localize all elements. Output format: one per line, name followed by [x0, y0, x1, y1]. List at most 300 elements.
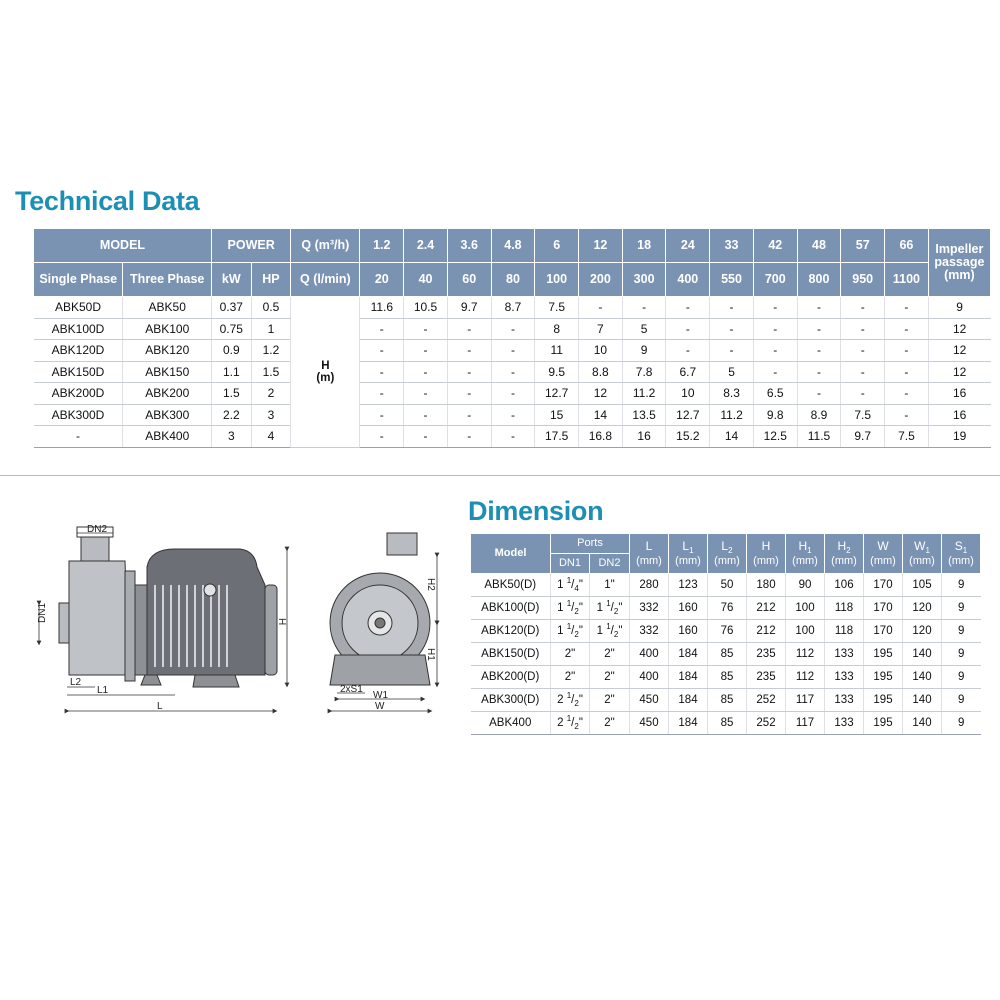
q-lmin-value: 40 — [404, 263, 448, 297]
dim-value: 235 — [747, 643, 786, 666]
head-value: - — [753, 297, 797, 319]
dim-value: 133 — [825, 643, 864, 666]
dim-col-unit: (mm) — [636, 554, 662, 567]
head-value: 6.5 — [753, 383, 797, 405]
head-value: - — [447, 426, 491, 448]
power-hp: 1.2 — [251, 340, 291, 362]
power-hp: 1 — [251, 318, 291, 340]
dim-value: 9 — [942, 689, 981, 712]
head-value: - — [447, 318, 491, 340]
head-value: - — [885, 383, 929, 405]
dim-value: 76 — [708, 597, 747, 620]
dim-col-unit: (mm) — [870, 554, 896, 567]
head-value: 10.5 — [404, 297, 448, 319]
power-kw: 2.2 — [211, 404, 251, 426]
head-value: - — [404, 383, 448, 405]
dim-value: 123 — [669, 574, 708, 597]
head-value: - — [753, 340, 797, 362]
head-value: 8.3 — [710, 383, 754, 405]
dim-value: 170 — [864, 574, 903, 597]
dim-col-header — [786, 534, 825, 574]
dim-value: 212 — [747, 597, 786, 620]
dim-model: ABK100(D) — [471, 597, 551, 620]
dim-model: ABK400 — [471, 712, 551, 735]
head-value: - — [404, 404, 448, 426]
dim-value: 85 — [708, 666, 747, 689]
head-value: 11.2 — [710, 404, 754, 426]
dim-value: 9 — [942, 643, 981, 666]
port-size-whole: 2" — [604, 717, 615, 729]
table-row — [34, 361, 991, 383]
head-value: 11 — [535, 340, 579, 362]
w1-label: W1 — [373, 690, 388, 701]
head-value: 13.5 — [622, 404, 666, 426]
dim-value: 133 — [825, 712, 864, 735]
dim-col-unit: (mm) — [675, 554, 701, 567]
dim-value: 9 — [942, 712, 981, 735]
head-value: - — [491, 340, 535, 362]
port-size-numerator: 1 — [606, 622, 611, 632]
s1-label: 2xS1 — [340, 684, 363, 695]
port-size-numerator: 1 — [606, 599, 611, 609]
head-value: 8.8 — [579, 361, 623, 383]
table-row — [471, 620, 981, 643]
port-size-whole: 2 — [557, 694, 564, 707]
power-hp: 1.5 — [251, 361, 291, 383]
table-row — [471, 643, 981, 666]
dim-col-subscript: 1 — [962, 546, 968, 556]
dim-value: 112 — [786, 643, 825, 666]
head-value: 9.7 — [841, 426, 885, 448]
dim-col-header — [630, 534, 669, 574]
dim-value: 9 — [942, 574, 981, 597]
dimension-title: Dimension — [468, 496, 604, 526]
power-kw: 1.5 — [211, 383, 251, 405]
dim-value: 332 — [630, 597, 669, 620]
dim-col-name: L — [645, 538, 653, 553]
power-kw: 0.37 — [211, 297, 251, 319]
dim-value: 252 — [747, 712, 786, 735]
technical-data-title: Technical Data — [15, 186, 200, 216]
technical-data-table — [33, 228, 991, 448]
dim-col-name: L — [721, 538, 729, 553]
q-lmin-value: 200 — [579, 263, 623, 297]
dim-value: 100 — [786, 597, 825, 620]
head-value: - — [360, 318, 404, 340]
head-value: - — [447, 361, 491, 383]
power-hp: 2 — [251, 383, 291, 405]
power-kw: 3 — [211, 426, 251, 448]
head-value: 7 — [579, 318, 623, 340]
impeller-header: Impeller passage (mm) — [928, 229, 990, 297]
dim-value: 140 — [903, 643, 942, 666]
l-label: L — [157, 701, 163, 712]
head-value: - — [491, 383, 535, 405]
three-phase-model: ABK150 — [123, 361, 211, 383]
dim-value: 117 — [786, 689, 825, 712]
dim-value: 280 — [630, 574, 669, 597]
dim-col-unit: (mm) — [792, 554, 818, 567]
head-value: - — [491, 318, 535, 340]
hp-header: HP — [251, 263, 291, 297]
dim-value: 184 — [669, 643, 708, 666]
single-phase-header: Single Phase — [34, 263, 123, 297]
three-phase-header: Three Phase — [123, 263, 211, 297]
dim-value: 140 — [903, 712, 942, 735]
q-lmin-value: 800 — [797, 263, 841, 297]
dn1-size: 1 $^1/_4$" — [551, 574, 590, 597]
head-value: 16.8 — [579, 426, 623, 448]
port-size-whole: 1 — [557, 625, 564, 638]
dim-value: 184 — [669, 666, 708, 689]
port-size-numerator: 1 — [566, 576, 572, 586]
q-m3h-value: 57 — [841, 229, 885, 263]
head-value: 11.5 — [797, 426, 841, 448]
head-value: - — [360, 404, 404, 426]
dim-col-unit: (mm) — [753, 554, 779, 567]
single-phase-model: ABK300D — [34, 404, 123, 426]
head-value: - — [447, 340, 491, 362]
head-value: - — [360, 426, 404, 448]
head-value: 7.5 — [885, 426, 929, 448]
head-value: 9.8 — [753, 404, 797, 426]
q-m3h-value: 1.2 — [360, 229, 404, 263]
q-lmin-value: 20 — [360, 263, 404, 297]
three-phase-model: ABK50 — [123, 297, 211, 319]
head-value: - — [404, 426, 448, 448]
dim-value: 332 — [630, 620, 669, 643]
q-m3h-value: 48 — [797, 229, 841, 263]
dim-value: 400 — [630, 643, 669, 666]
head-value: 14 — [579, 404, 623, 426]
dim-col-name: H — [798, 538, 808, 553]
dn1-size — [551, 666, 590, 689]
q-m3h-value: 33 — [710, 229, 754, 263]
three-phase-model: ABK100 — [123, 318, 211, 340]
dim-value: 235 — [747, 666, 786, 689]
single-phase-model: ABK120D — [34, 340, 123, 362]
head-value: - — [797, 383, 841, 405]
three-phase-model: ABK300 — [123, 404, 211, 426]
head-value: - — [360, 383, 404, 405]
dim-value: 195 — [864, 666, 903, 689]
port-size-whole: 1 — [596, 625, 603, 638]
port-size-numerator: 1 — [566, 622, 572, 632]
section-divider — [0, 475, 1000, 476]
dim-value: 140 — [903, 689, 942, 712]
single-phase-model: ABK200D — [34, 383, 123, 405]
head-value: - — [797, 297, 841, 319]
dim-value: 133 — [825, 666, 864, 689]
dim-model: ABK120(D) — [471, 620, 551, 643]
head-value: - — [622, 297, 666, 319]
dn1-size: 2 $^1/_2$" — [551, 712, 590, 735]
impeller-passage: 16 — [928, 383, 990, 405]
head-value: 12.7 — [666, 404, 710, 426]
dim-col-name: L — [682, 538, 690, 553]
dim-col-name: S — [954, 538, 963, 553]
table-row — [34, 318, 991, 340]
dim-value: 195 — [864, 712, 903, 735]
dim-value: 400 — [630, 666, 669, 689]
dim-col-subscript: 2 — [728, 546, 733, 556]
table-row — [471, 574, 981, 597]
head-value: - — [360, 340, 404, 362]
technical-data-body — [34, 297, 991, 448]
head-value: - — [710, 297, 754, 319]
head-label: H — [321, 359, 330, 372]
dn2-size — [590, 712, 630, 735]
head-value: - — [885, 340, 929, 362]
dim-col-name: W — [877, 538, 889, 553]
head-value: 7.5 — [535, 297, 579, 319]
q-lmin-value: 550 — [710, 263, 754, 297]
q-lmin-value: 1100 — [885, 263, 929, 297]
dim-value: 76 — [708, 620, 747, 643]
dimension-body — [471, 574, 981, 735]
dim-value: 9 — [942, 666, 981, 689]
port-size-whole: 1 — [596, 602, 603, 615]
dn2-size — [590, 643, 630, 666]
dim-value: 120 — [903, 620, 942, 643]
dim-model-header: Model — [471, 534, 551, 574]
head-value: - — [404, 361, 448, 383]
head-value: - — [404, 318, 448, 340]
pump-dimension-drawing — [25, 525, 445, 725]
dn1-size: 1 $^1/_2$" — [551, 620, 590, 643]
port-size-whole: 1 — [557, 579, 564, 592]
port-size-denominator: 2 — [574, 607, 579, 617]
q-m3h-value: 12 — [579, 229, 623, 263]
table-row — [34, 297, 991, 319]
dn2-size — [590, 666, 630, 689]
head-value: 9.7 — [447, 297, 491, 319]
q-m3h-value: 66 — [885, 229, 929, 263]
dn1-label: DN1 — [37, 602, 48, 623]
three-phase-model: ABK200 — [123, 383, 211, 405]
dim-value: 9 — [942, 597, 981, 620]
dim-col-name: H — [837, 538, 847, 553]
dim-value: 212 — [747, 620, 786, 643]
q-lmin-value: 300 — [622, 263, 666, 297]
q-lmin-value: 700 — [753, 263, 797, 297]
dim-col-header — [903, 534, 942, 574]
head-value: - — [797, 340, 841, 362]
dim-value: 160 — [669, 620, 708, 643]
dim-value: 118 — [825, 620, 864, 643]
dim-col-header — [942, 534, 981, 574]
dn1-size — [551, 643, 590, 666]
pump-side-view — [59, 527, 277, 687]
power-hp: 3 — [251, 404, 291, 426]
head-value: 15 — [535, 404, 579, 426]
head-value: - — [666, 297, 710, 319]
kw-header: kW — [211, 263, 251, 297]
dim-value: 180 — [747, 574, 786, 597]
dim-value: 106 — [825, 574, 864, 597]
tech-header-row-1 — [34, 229, 991, 263]
head-value: - — [841, 340, 885, 362]
impeller-passage: 19 — [928, 426, 990, 448]
w-label: W — [375, 701, 385, 712]
table-row — [471, 689, 981, 712]
dim-value: 50 — [708, 574, 747, 597]
head-value: - — [885, 361, 929, 383]
head-value: 7.8 — [622, 361, 666, 383]
head-value: - — [841, 318, 885, 340]
dim-value: 450 — [630, 689, 669, 712]
dim-col-subscript: 2 — [846, 546, 851, 556]
table-row — [34, 383, 991, 405]
port-size-whole: 2" — [604, 694, 615, 706]
head-value: - — [841, 383, 885, 405]
head-value: 10 — [666, 383, 710, 405]
head-unit: (m) — [316, 371, 335, 384]
dim-value: 195 — [864, 643, 903, 666]
head-value: - — [753, 318, 797, 340]
q-m3h-value: 4.8 — [491, 229, 535, 263]
model-header: MODEL — [34, 229, 212, 263]
dim-col-unit: (mm) — [831, 554, 857, 567]
single-phase-model: ABK100D — [34, 318, 123, 340]
single-phase-model: - — [34, 426, 123, 448]
head-value: - — [666, 318, 710, 340]
three-phase-model: ABK120 — [123, 340, 211, 362]
power-header: POWER — [211, 229, 290, 263]
head-value: 17.5 — [535, 426, 579, 448]
port-size-denominator: 4 — [574, 584, 579, 594]
q-lmin-value: 400 — [666, 263, 710, 297]
impeller-passage: 9 — [928, 297, 990, 319]
q-lmin-value: 950 — [841, 263, 885, 297]
port-size-numerator: 1 — [566, 714, 572, 724]
port-size-whole: 2" — [564, 648, 576, 660]
dim-value: 112 — [786, 666, 825, 689]
head-value: 12.5 — [753, 426, 797, 448]
port-size-whole: 2" — [604, 648, 615, 660]
port-size-denominator: 2 — [613, 630, 619, 640]
head-value: - — [447, 404, 491, 426]
port-size-denominator: 2 — [574, 722, 579, 732]
table-row — [34, 340, 991, 362]
h-label: H — [276, 618, 287, 626]
table-row — [471, 712, 981, 735]
head-value: - — [404, 340, 448, 362]
head-value: - — [885, 318, 929, 340]
dim-col-unit: (mm) — [948, 554, 974, 567]
dim-col-header — [825, 534, 864, 574]
head-value: 16 — [622, 426, 666, 448]
head-value: - — [797, 318, 841, 340]
head-value: - — [841, 297, 885, 319]
head-value: 5 — [622, 318, 666, 340]
dim-col-header — [747, 534, 786, 574]
q-m3h-value: 24 — [666, 229, 710, 263]
dim-value: 160 — [669, 597, 708, 620]
port-size-whole: 2" — [564, 671, 576, 683]
q-m3h-value: 42 — [753, 229, 797, 263]
head-value: 9 — [622, 340, 666, 362]
dim-value: 85 — [708, 643, 747, 666]
impeller-passage: 12 — [928, 318, 990, 340]
head-value: 11.2 — [622, 383, 666, 405]
h2-label: H2 — [425, 578, 436, 591]
port-size-whole: 1" — [604, 579, 615, 591]
head-value: - — [710, 318, 754, 340]
single-phase-model: ABK50D — [34, 297, 123, 319]
table-row — [34, 404, 991, 426]
dim-value: 85 — [708, 712, 747, 735]
q-m3h-value: 3.6 — [447, 229, 491, 263]
dn1-size: 1 $^1/_2$" — [551, 597, 590, 620]
head-value: - — [491, 426, 535, 448]
dim-value: 252 — [747, 689, 786, 712]
port-size-whole: 2" — [604, 671, 615, 683]
power-kw: 0.75 — [211, 318, 251, 340]
head-value: 5 — [710, 361, 754, 383]
pump-front-view — [330, 533, 430, 685]
dim-col-name: W — [914, 538, 926, 553]
dn2-size: 1 $^1/_2$" — [590, 597, 630, 620]
dim-value: 118 — [825, 597, 864, 620]
dimension-table — [470, 533, 981, 735]
dim-col-header — [708, 534, 747, 574]
q-m3h-value: 6 — [535, 229, 579, 263]
head-value: - — [710, 340, 754, 362]
head-value: 12 — [579, 383, 623, 405]
head-value: - — [841, 361, 885, 383]
q-m3h-header: Q (m³/h) — [291, 229, 360, 263]
q-lmin-value: 100 — [535, 263, 579, 297]
table-row — [34, 426, 991, 448]
impeller-passage: 16 — [928, 404, 990, 426]
head-value: 7.5 — [841, 404, 885, 426]
l1-label: L1 — [97, 685, 109, 696]
dim-col-unit: (mm) — [909, 554, 935, 567]
dn2-size — [590, 574, 630, 597]
dim-value: 184 — [669, 712, 708, 735]
dn2-size — [590, 689, 630, 712]
dim-value: 170 — [864, 620, 903, 643]
port-size-numerator: 1 — [566, 599, 572, 609]
dim-col-header — [864, 534, 903, 574]
dim-value: 100 — [786, 620, 825, 643]
q-lmin-value: 80 — [491, 263, 535, 297]
dn2-header: DN2 — [590, 554, 630, 574]
power-kw: 1.1 — [211, 361, 251, 383]
single-phase-model: ABK150D — [34, 361, 123, 383]
dim-value: 9 — [942, 620, 981, 643]
dn1-size: 2 $^1/_2$" — [551, 689, 590, 712]
dn2-size: 1 $^1/_2$" — [590, 620, 630, 643]
port-size-numerator: 1 — [566, 691, 572, 701]
dn1-header: DN1 — [551, 554, 590, 574]
dim-col-subscript: 1 — [807, 546, 812, 556]
head-value: - — [360, 361, 404, 383]
dim-col-unit: (mm) — [714, 554, 740, 567]
port-size-denominator: 2 — [574, 630, 579, 640]
l2-label: L2 — [70, 677, 82, 688]
head-value: 8 — [535, 318, 579, 340]
h1-label: H1 — [425, 648, 436, 661]
power-hp: 4 — [251, 426, 291, 448]
head-value: - — [753, 361, 797, 383]
head-value: - — [579, 297, 623, 319]
head-value: 8.9 — [797, 404, 841, 426]
dim-value: 184 — [669, 689, 708, 712]
dim-model: ABK300(D) — [471, 689, 551, 712]
q-lmin-value: 60 — [447, 263, 491, 297]
